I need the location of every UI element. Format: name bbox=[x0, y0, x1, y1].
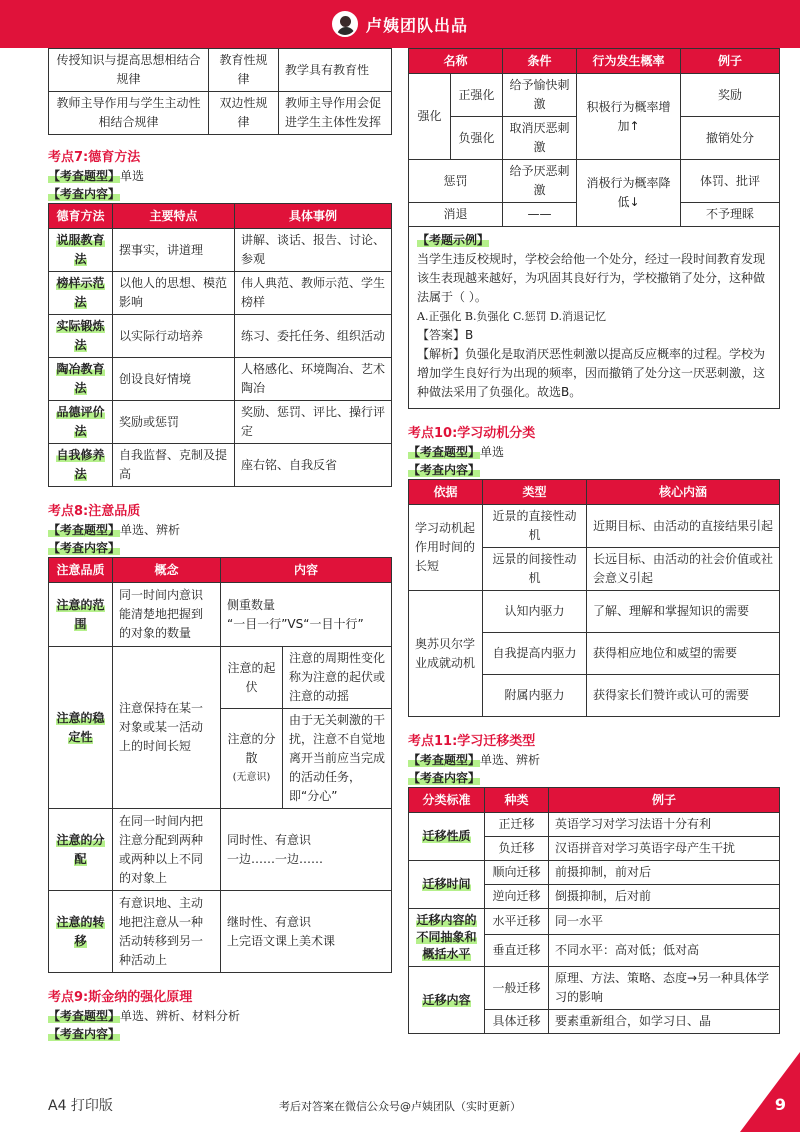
table-cell: 自我监督、克制及提高 bbox=[113, 444, 235, 487]
table-row bbox=[49, 49, 392, 92]
point7-type bbox=[48, 167, 392, 185]
table-row bbox=[49, 444, 392, 487]
table-cell: 有意识地、主动地把注意从一种活动转移到另一种活动上 bbox=[113, 891, 221, 973]
table-cell: 自我修养法 bbox=[49, 444, 113, 487]
table-cell: 说服教育法 bbox=[49, 229, 113, 272]
table-cell: 认知内驱力 bbox=[483, 591, 587, 633]
table-row bbox=[49, 315, 392, 358]
table-cell: 不予理睬 bbox=[681, 203, 780, 227]
table-cell: 逆向迁移 bbox=[485, 885, 549, 909]
point9-type: 【考查题型】单选、辨析、材料分析 bbox=[48, 1009, 241, 1023]
table-cell: 了解、理解和掌握知识的需要 bbox=[587, 591, 780, 633]
table-cell: 迁移时间 bbox=[409, 861, 485, 909]
page-corner bbox=[740, 1052, 800, 1132]
table-cell: 品德评价法 bbox=[49, 401, 113, 444]
table-cell: 由于无关刺激的干扰，注意不自觉地离开当前应当完成的活动任务，即“分心” bbox=[283, 709, 392, 809]
table-row bbox=[49, 92, 392, 135]
table-cell: 注意的分散 (无意识) bbox=[221, 709, 283, 809]
table-row bbox=[49, 229, 392, 272]
column-header: 名称 bbox=[409, 49, 503, 74]
table-cell: 不同水平：高对低；低对高 bbox=[549, 935, 780, 967]
table-cell: 以实际行动培养 bbox=[113, 315, 235, 358]
table-cell: 注意保持在某一对象或某一活动上的时间长短 bbox=[113, 647, 221, 809]
point7-title: 考点7:德育方法 bbox=[48, 150, 141, 165]
table-row bbox=[49, 891, 392, 973]
table-cell: 水平迁移 bbox=[485, 909, 549, 935]
column-header: 内容 bbox=[221, 558, 392, 583]
example-options: A.正强化 B.负强化 C.惩罚 D.消退记忆 bbox=[417, 310, 606, 323]
table-row bbox=[49, 272, 392, 315]
table-cell: 榜样示范法 bbox=[49, 272, 113, 315]
table-cell: 人格感化、环境陶冶、艺术陶冶 bbox=[235, 358, 392, 401]
header-bar bbox=[0, 0, 800, 48]
column-header: 核心内涵 bbox=[587, 480, 780, 505]
column-header: 种类 bbox=[485, 788, 549, 813]
column-header: 依据 bbox=[409, 480, 483, 505]
table-cell: 负强化 bbox=[451, 117, 503, 160]
corner-triangle bbox=[740, 1052, 800, 1132]
page-number: 9 bbox=[774, 1095, 786, 1114]
table-row bbox=[49, 401, 392, 444]
avatar bbox=[332, 11, 358, 37]
table-cell: 陶冶教育法 bbox=[49, 358, 113, 401]
table-cell: 继时性、有意识 上完语文课上美术课 bbox=[221, 891, 392, 973]
table-cell: 座右铭、自我反省 bbox=[235, 444, 392, 487]
point9-title: 考点9:斯金纳的强化原理 bbox=[48, 990, 193, 1005]
table-cell: 一般迁移 bbox=[485, 967, 549, 1010]
point10-type: 【考查题型】单选 bbox=[408, 445, 505, 459]
table-row bbox=[409, 813, 780, 837]
column-header: 德育方法 bbox=[49, 204, 113, 229]
column-header: 行为发生概率 bbox=[577, 49, 681, 74]
table-cell: 原理、方法、策略、态度→另一种具体学习的影响 bbox=[549, 967, 780, 1010]
table-cell: 具体迁移 bbox=[485, 1010, 549, 1034]
table-cell: 给予愉快刺激 bbox=[503, 74, 577, 117]
table-row bbox=[409, 160, 780, 203]
example-question: 当学生违反校规时，学校会给他一个处分，经过一段时间教育发现该生表现越来越好，为巩固其良好行为，学校撤销了处分，这种做法属于（ ）。 bbox=[417, 252, 766, 304]
table-cell: —— bbox=[503, 203, 577, 227]
point11-content-label: 【考查内容】 bbox=[408, 771, 481, 785]
table-row bbox=[409, 591, 780, 633]
table-cell: 以他人的思想、模范影响 bbox=[113, 272, 235, 315]
right-column bbox=[408, 48, 780, 1034]
table-row bbox=[409, 909, 780, 935]
table-cell: 迁移内容的不同抽象和概括水平 bbox=[409, 909, 485, 967]
table-cell: 强化 bbox=[409, 74, 451, 160]
table-cell: 学习动机起作用时间的长短 bbox=[409, 505, 483, 591]
type-label: 【考查题型】 bbox=[48, 169, 121, 183]
point8-content-label: 【考查内容】 bbox=[48, 541, 121, 555]
footer-note: 考后对答案在微信公众号@卢姨团队（实时更新） bbox=[279, 1100, 521, 1113]
table-cell: 摆事实，讲道理 bbox=[113, 229, 235, 272]
table-cell: 消退 bbox=[409, 203, 503, 227]
left-column bbox=[48, 48, 392, 1043]
moral-methods-table bbox=[48, 203, 392, 487]
table-cell: 惩罚 bbox=[409, 160, 503, 203]
table-row bbox=[409, 74, 780, 117]
table-cell: 汉语拼音对学习英语字母产生干扰 bbox=[549, 837, 780, 861]
table-cell: 同一水平 bbox=[549, 909, 780, 935]
table-header-row bbox=[49, 204, 392, 229]
table-cell: 垂直迁移 bbox=[485, 935, 549, 967]
column-header: 类型 bbox=[483, 480, 587, 505]
table-cell: 侧重数量 “一目一行”VS“一目十行” bbox=[221, 583, 392, 647]
table-cell: 获得家长们赞许或认可的需要 bbox=[587, 675, 780, 717]
table-cell: 正迁移 bbox=[485, 813, 549, 837]
point8-title: 考点8:注意品质 bbox=[48, 504, 141, 519]
teaching-law-table bbox=[48, 48, 392, 135]
table-cell: 注意的稳定性 bbox=[49, 647, 113, 809]
point10-title: 考点10:学习动机分类 bbox=[408, 426, 536, 441]
point11-title: 考点11:学习迁移类型 bbox=[408, 734, 536, 749]
table-cell: 奖励 bbox=[681, 74, 780, 117]
table-cell: 负迁移 bbox=[485, 837, 549, 861]
table-row bbox=[409, 505, 780, 548]
table-cell: 奖励或惩罚 bbox=[113, 401, 235, 444]
column-header: 例子 bbox=[549, 788, 780, 813]
table-cell: 教师主导作用与学生主动性相结合规律 bbox=[49, 92, 209, 135]
reinforcement-table bbox=[408, 48, 780, 227]
table-cell: 注意的起伏 bbox=[221, 647, 283, 709]
table-cell: 前摄抑制，前对后 bbox=[549, 861, 780, 885]
table-cell: 创设良好情境 bbox=[113, 358, 235, 401]
table-cell: 英语学习对学习法语十分有利 bbox=[549, 813, 780, 837]
column-header: 具体事例 bbox=[235, 204, 392, 229]
transfer-table bbox=[408, 787, 780, 1034]
table-row bbox=[409, 861, 780, 885]
table-cell: 双边性规律 bbox=[209, 92, 279, 135]
table-row bbox=[49, 809, 392, 891]
table-header-row bbox=[49, 558, 392, 583]
table-cell: 注意的周期性变化称为注意的起伏或注意的动摇 bbox=[283, 647, 392, 709]
example-label: 【考题示例】 bbox=[417, 233, 490, 247]
attention-quality-table bbox=[48, 557, 392, 973]
table-cell: 体罚、批评 bbox=[681, 160, 780, 203]
table-header-row bbox=[409, 480, 780, 505]
table-cell: 附属内驱力 bbox=[483, 675, 587, 717]
table-cell: 伟人典范、教师示范、学生榜样 bbox=[235, 272, 392, 315]
example-box bbox=[408, 227, 780, 409]
table-row bbox=[49, 358, 392, 401]
table-cell: 教学具有教育性 bbox=[279, 49, 392, 92]
table-cell: 练习、委托任务、组织活动 bbox=[235, 315, 392, 358]
table-cell: 奥苏贝尔学业成就动机 bbox=[409, 591, 483, 717]
table-row bbox=[49, 583, 392, 647]
point8-type: 【考查题型】单选、辨析 bbox=[48, 523, 181, 537]
column-header: 概念 bbox=[113, 558, 221, 583]
table-cell: 同一时间内意识能清楚地把握到的对象的数量 bbox=[113, 583, 221, 647]
brand-title: 卢姨团队出品 bbox=[365, 15, 468, 35]
table-cell: 长远目标、由活动的社会价值或社会意义引起 bbox=[587, 548, 780, 591]
table-cell: 同时性、有意识 一边……一边…… bbox=[221, 809, 392, 891]
column-header: 例子 bbox=[681, 49, 780, 74]
table-cell: 教师主导作用会促进学生主体性发挥 bbox=[279, 92, 392, 135]
table-header-row bbox=[409, 788, 780, 813]
table-cell: 远景的间接性动机 bbox=[483, 548, 587, 591]
table-row bbox=[49, 647, 392, 709]
print-version-label: A4 打印版 bbox=[48, 1098, 113, 1114]
table-cell: 注意的转移 bbox=[49, 891, 113, 973]
table-cell: 近期目标、由活动的直接结果引起 bbox=[587, 505, 780, 548]
column-header: 主要特点 bbox=[113, 204, 235, 229]
table-cell: 顺向迁移 bbox=[485, 861, 549, 885]
table-cell: 在同一时间内把注意分配到两种或两种以上不同的对象上 bbox=[113, 809, 221, 891]
point9-content-label: 【考查内容】 bbox=[48, 1027, 121, 1041]
table-cell: 取消厌恶刺激 bbox=[503, 117, 577, 160]
column-header: 分类标准 bbox=[409, 788, 485, 813]
column-header: 条件 bbox=[503, 49, 577, 74]
column-header: 注意品质 bbox=[49, 558, 113, 583]
example-analysis: 【解析】负强化是取消厌恶性刺激以提高反应概率的过程。学校为增加学生良好行为出现的频率，因而撤销了处分这一厌恶刺激，这种做法采用了负强化。故选B。 bbox=[417, 347, 766, 399]
table-cell: 注意的分配 bbox=[49, 809, 113, 891]
table-cell: 倒摄抑制，后对前 bbox=[549, 885, 780, 909]
table-cell: 传授知识与提高思想相结合规律 bbox=[49, 49, 209, 92]
table-cell: 近景的直接性动机 bbox=[483, 505, 587, 548]
table-row bbox=[409, 967, 780, 1010]
table-cell: 迁移性质 bbox=[409, 813, 485, 861]
example-answer: 【答案】B bbox=[417, 328, 474, 342]
table-cell: 实际锻炼法 bbox=[49, 315, 113, 358]
table-cell: 正强化 bbox=[451, 74, 503, 117]
table-cell: 教育性规律 bbox=[209, 49, 279, 92]
table-cell: 消极行为概率降低↓ bbox=[577, 160, 681, 227]
table-cell: 迁移内容 bbox=[409, 967, 485, 1034]
type-value: 单选 bbox=[120, 169, 145, 183]
table-cell: 注意的范围 bbox=[49, 583, 113, 647]
table-cell: 自我提高内驱力 bbox=[483, 633, 587, 675]
table-cell: 获得相应地位和威望的需要 bbox=[587, 633, 780, 675]
table-cell: 讲解、谈话、报告、讨论、参观 bbox=[235, 229, 392, 272]
table-header-row bbox=[409, 49, 780, 74]
motivation-table bbox=[408, 479, 780, 717]
table-cell: 给予厌恶刺激 bbox=[503, 160, 577, 203]
table-cell: 奖励、惩罚、评比、操行评定 bbox=[235, 401, 392, 444]
table-cell: 积极行为概率增加↑ bbox=[577, 74, 681, 160]
point11-type: 【考查题型】单选、辨析 bbox=[408, 753, 541, 767]
point10-content-label: 【考查内容】 bbox=[408, 463, 481, 477]
table-cell: 撤销处分 bbox=[681, 117, 780, 160]
point7-content-label: 【考查内容】 bbox=[48, 187, 121, 201]
table-cell: 要素重新组合，如学习日、晶 bbox=[549, 1010, 780, 1034]
